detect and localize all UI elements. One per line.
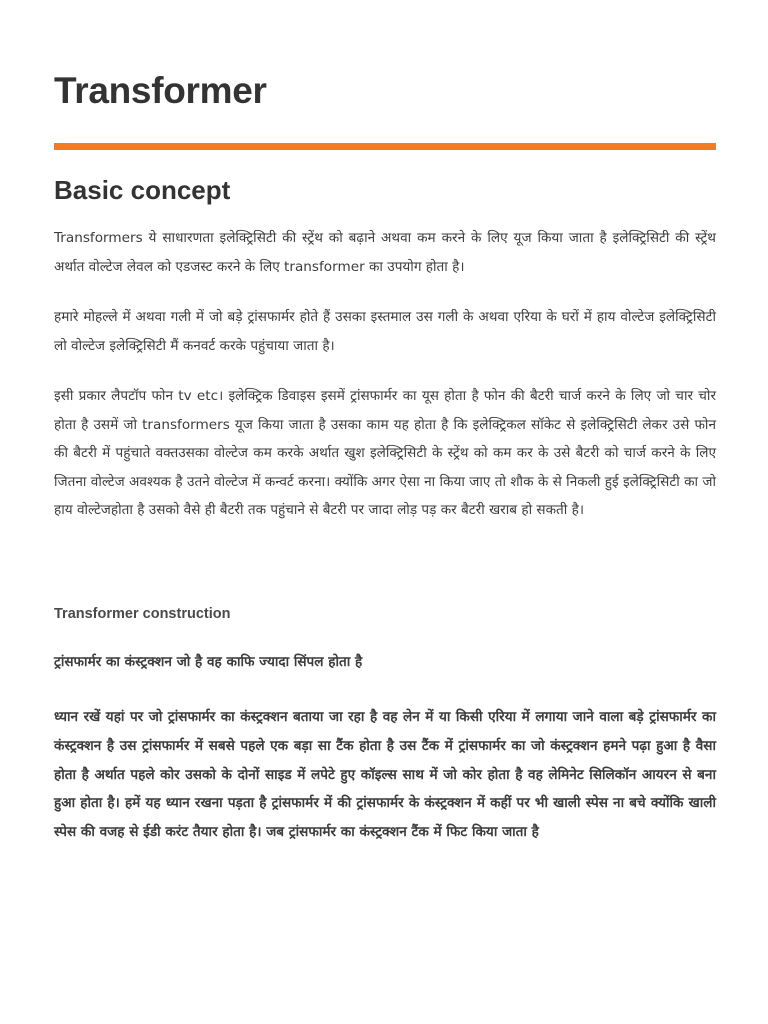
subheading-transformer-construction: Transformer construction: [54, 606, 231, 622]
paragraph-neighborhood-transformer: हमारे मोहल्ले में अथवा गली में जो बड़े ट्रांसफार्मर होते हैं उसका इस्तमाल उस गली के अथवा एरिया के घरों में हाय वोल्टेज इलेक्ट्रिसिटी लो वोल्टेज इलेक्ट्रिसिटी मैं कनवर्ट करके पहुंचाया जाता है।: [54, 309, 716, 354]
page-title: Transformer: [54, 70, 267, 111]
section-heading-basic-concept: Basic concept: [54, 175, 231, 205]
title-divider-rule: [54, 143, 716, 150]
paragraph-device-chargers: इसी प्रकार लैपटॉप फोन tv etc। इलेक्ट्रिक डिवाइस इसमें ट्रांसफार्मर का यूस होता है फोन की बैटरी चार्ज करने के लिए जो चार चोर होता है उसमें जो transformers यूज किया जाता है उसका काम यह होता है कि इलेक्ट्रिकल सॉकेट से इलेक्ट्रिसिटी लेकर उसे फोन की बैटरी में पहुंचाते वक्तउसका वोल्टेज कम करके अर्थात खुश इलेक्ट्रिसिटी के स्ट्रेंथ को कम कर के उसे बैटरी को चार्ज करने के लिए जितना वोल्टेज अवश्यक है उतने वोल्टेज में कन्वर्ट करना। क्योंकि अगर ऐसा ना किया जाए तो शौक के से निकली हुई इलेक्ट्रिसिटी का जो हाय वोल्टेजहोता है उसको वैसे ही बैटरी तक पहुंचाने से बैटरी पर जादा लोड़ पड़ कर बैटरी खराब हो सकती है।: [54, 388, 716, 518]
construction-intro-line: ट्रांसफार्मर का कंस्ट्रक्शन जो है वह काफि ज्यादा सिंपल होता है: [54, 654, 363, 670]
paragraph-intro: Transformers ये साधारणता इलेक्ट्रिसिटी की स्ट्रेंथ को बढ़ाने अथवा कम करने के लिए यूज किया जाता है इलेक्ट्रिसिटी की स्ट्रेंथ अर्थात वोल्टेज लेवल को एडजस्ट करने के लिए transformer का उपयोग होता है।: [54, 230, 716, 275]
construction-paragraph: ध्यान रखें यहां पर जो ट्रांसफार्मर का कंस्ट्रक्शन बताया जा रहा है वह लेन में या किसी एरिया में लगाया जाने वाला बड़े ट्रांसफार्मर का कंस्ट्रक्शन है उस ट्रांसफार्मर में सबसे पहले एक बड़ा सा टैंक होता है उस टैंक में ट्रांसफार्मर का जो कंस्ट्रक्शन हमने पढ़ा हुआ है वैसा होता है अर्थात पहले कोर उसको के दोनों साइड में लपेटे हुए कॉइल्स साथ में जो कोर होता है वह लेमिनेट सिलिकॉन आयरन से बना हुआ होता है। हमें यह ध्यान रखना पड़ता है ट्रांसफार्मर में की ट्रांसफार्मर के कंस्ट्रक्शन में कहीं पर भी खाली स्पेस ना बचे क्योंकि खाली स्पेस की वजह से ईडी करंट तैयार होता है। जब ट्रांसफार्मर का कंस्ट्रक्शन टैंक में फिट किया जाता है: [54, 709, 716, 841]
